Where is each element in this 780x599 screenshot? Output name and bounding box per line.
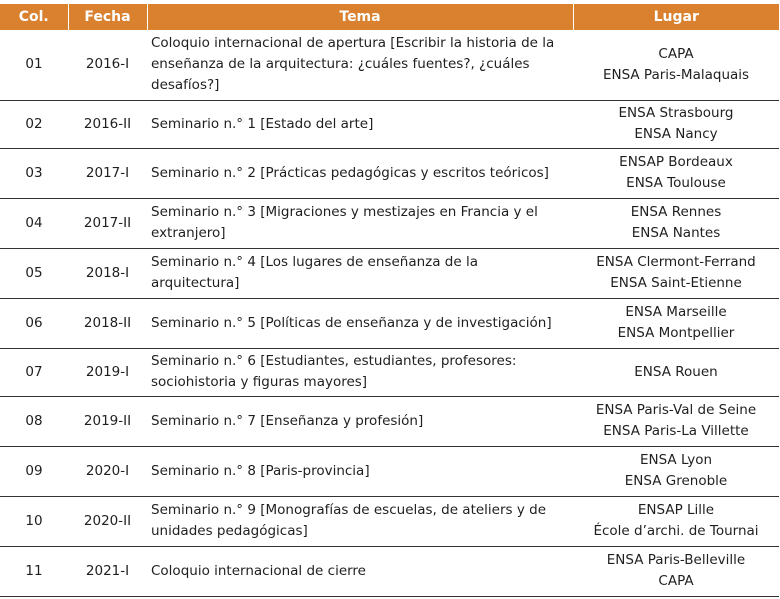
cell-lugar [573, 396, 779, 446]
cell-tema: Coloquio internacional de cierre [147, 546, 573, 596]
table-row [0, 100, 779, 148]
cell-lugar [573, 546, 779, 596]
cell-tema: Seminario n.° 2 [Prácticas pedagógicas y escritos teóricos] [147, 148, 573, 198]
lugar-item: École d’archi. de Tournai [593, 523, 759, 539]
cell-col: 03 [0, 148, 68, 198]
lugar-item: ENSA Nantes [631, 225, 721, 241]
cell-lugar [573, 198, 779, 248]
cell-fecha: 2017-I [68, 148, 147, 198]
cell-fecha: 2019-II [68, 396, 147, 446]
lugar-item: ENSA Rouen [634, 363, 718, 380]
cell-fecha: 2017-II [68, 198, 147, 248]
cell-col: 08 [0, 396, 68, 446]
cell-tema: Seminario n.° 4 [Los lugares de enseñanza de la arquitectura] [147, 248, 573, 298]
lugar-item: ENSAP Lille [637, 502, 715, 518]
lugar-item: ENSA Montpellier [617, 325, 735, 341]
header-tema: Tema [147, 4, 573, 30]
table-row [0, 148, 779, 198]
schedule-table [0, 4, 779, 597]
header-row [0, 4, 779, 30]
cell-lugar [573, 446, 779, 496]
cell-tema: Seminario n.° 3 [Migraciones y mestizajes en Francia y el extranjero] [147, 198, 573, 248]
cell-tema: Seminario n.° 5 [Políticas de enseñanza y de investigación] [147, 298, 573, 348]
lugar-item: ENSA Saint-Etienne [610, 275, 742, 291]
cell-col: 07 [0, 348, 68, 396]
lugar-item: ENSA Lyon [639, 452, 713, 468]
cell-col: 10 [0, 496, 68, 546]
cell-fecha: 2016-II [68, 100, 147, 148]
table-row [0, 298, 779, 348]
cell-fecha: 2016-I [68, 30, 147, 100]
lugar-item: ENSA Nancy [634, 126, 718, 142]
cell-tema: Seminario n.° 9 [Monografías de escuelas, de ateliers y de unidades pedagógicas] [147, 496, 573, 546]
lugar-item: ENSA Paris-La Villette [603, 423, 749, 439]
header-col: Col. [0, 4, 68, 30]
cell-tema: Seminario n.° 6 [Estudiantes, estudiantes, profesores: sociohistoria y figuras mayores] [147, 348, 573, 396]
lugar-item: ENSA Paris-Belleville [606, 552, 746, 568]
cell-fecha: 2020-II [68, 496, 147, 546]
lugar-item: ENSA Paris-Malaquais [602, 66, 750, 83]
cell-tema: Seminario n.° 1 [Estado del arte] [147, 100, 573, 148]
cell-col: 02 [0, 100, 68, 148]
lugar-item: ENSA Grenoble [624, 473, 728, 489]
table-row [0, 348, 779, 396]
cell-fecha: 2019-I [68, 348, 147, 396]
table-row [0, 30, 779, 100]
cell-col: 01 [0, 30, 68, 100]
table-row [0, 546, 779, 596]
lugar-item: CAPA [658, 45, 694, 62]
table-row [0, 248, 779, 298]
cell-fecha: 2018-I [68, 248, 147, 298]
cell-col: 04 [0, 198, 68, 248]
lugar-item: ENSAP Bordeaux [619, 154, 733, 170]
cell-lugar [573, 248, 779, 298]
lugar-item: ENSA Rennes [630, 204, 722, 220]
lugar-item: ENSA Clermont-Ferrand [596, 254, 756, 270]
cell-fecha: 2018-II [68, 298, 147, 348]
header-fecha: Fecha [68, 4, 147, 30]
lugar-item: CAPA [658, 573, 694, 589]
table-row [0, 446, 779, 496]
table-row [0, 396, 779, 446]
cell-lugar [573, 348, 779, 396]
cell-lugar [573, 30, 779, 100]
cell-col: 05 [0, 248, 68, 298]
cell-fecha: 2021-I [68, 546, 147, 596]
cell-col: 11 [0, 546, 68, 596]
cell-tema: Seminario n.° 7 [Enseñanza y profesión] [147, 396, 573, 446]
cell-col: 09 [0, 446, 68, 496]
cell-fecha: 2020-I [68, 446, 147, 496]
table-row [0, 496, 779, 546]
lugar-item: ENSA Marseille [625, 304, 727, 320]
cell-lugar [573, 148, 779, 198]
cell-tema: Seminario n.° 8 [Paris-provincia] [147, 446, 573, 496]
cell-lugar [573, 496, 779, 546]
cell-lugar [573, 100, 779, 148]
lugar-item: ENSA Strasbourg [618, 105, 734, 121]
header-lugar: Lugar [573, 4, 779, 30]
cell-tema: Coloquio internacional de apertura [Escribir la historia de la enseñanza de la arquitectura: ¿cuáles fuentes?, ¿cuáles desafíos?] [147, 30, 573, 100]
table-row [0, 198, 779, 248]
lugar-item: ENSA Paris-Val de Seine [595, 402, 757, 418]
cell-lugar [573, 298, 779, 348]
table-body [0, 30, 779, 596]
lugar-item: ENSA Toulouse [626, 175, 726, 191]
cell-col: 06 [0, 298, 68, 348]
